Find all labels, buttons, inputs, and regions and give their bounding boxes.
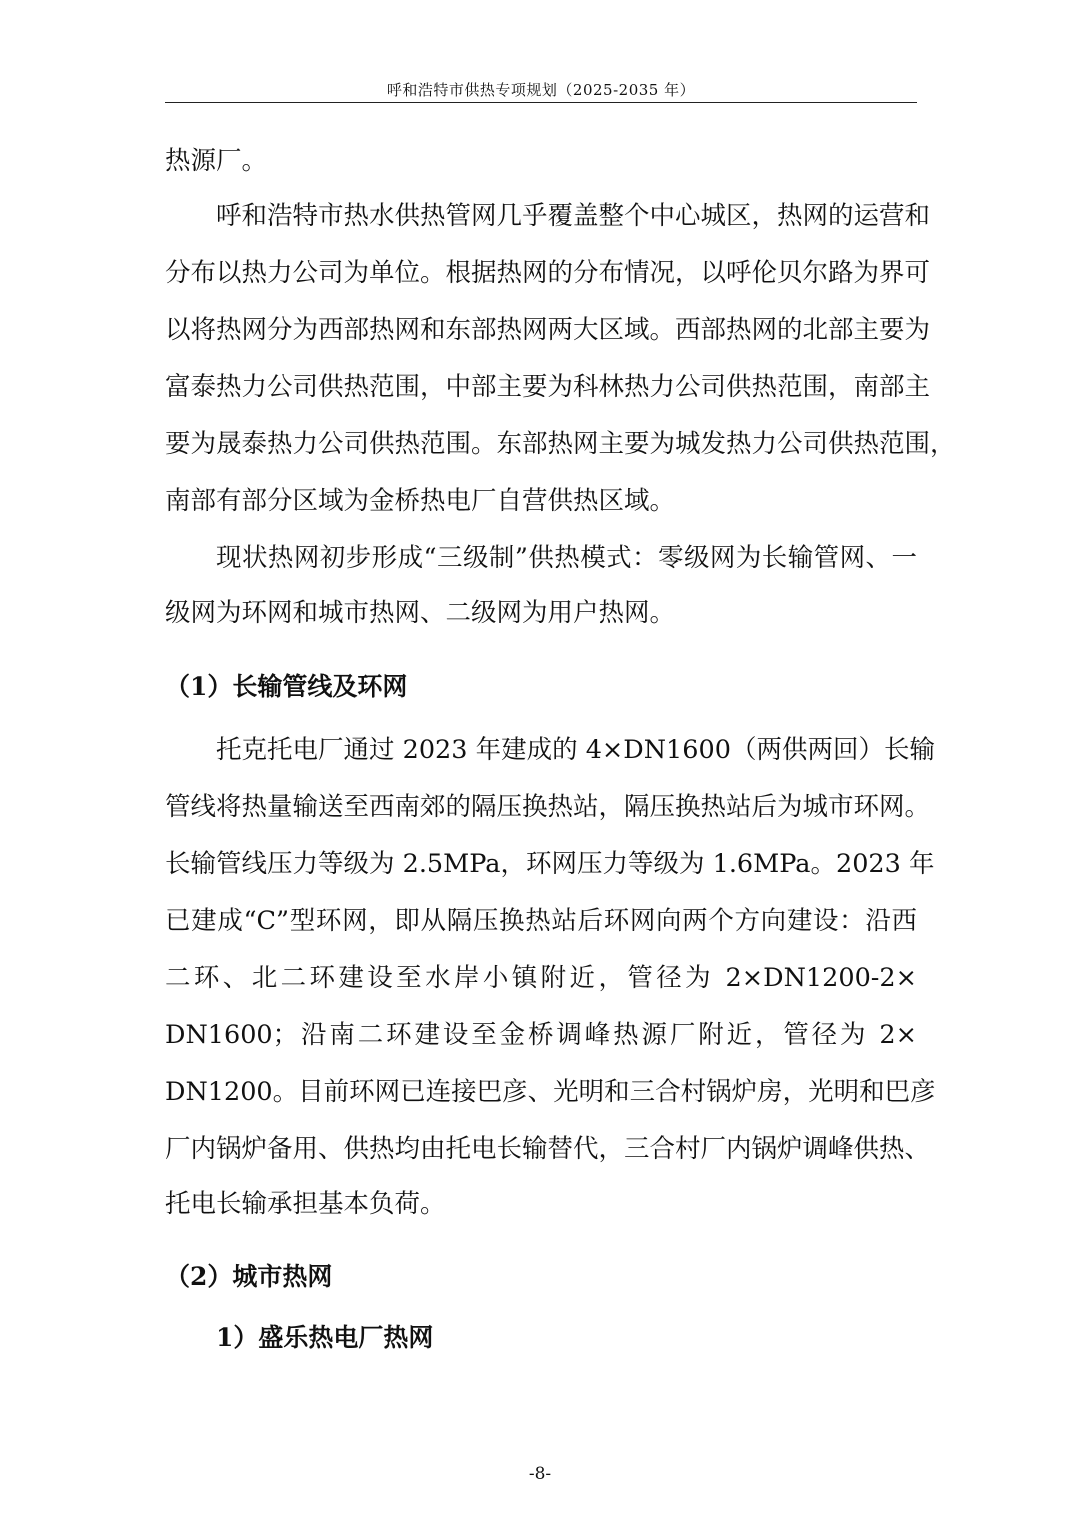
text-line: 要为晟泰热力公司供热范围。东部热网主要为城发热力公司供热范围， [165,429,956,459]
text-line: 富泰热力公司供热范围，中部主要为科林热力公司供热范围，南部主 [165,372,931,402]
running-header: 呼和浩特市供热专项规划（2025-2035 年） [386,81,696,99]
text-line: 托电长输承担基本负荷。 [165,1189,446,1219]
text-line: 级网为环网和城市热网、二级网为用户热网。 [165,598,676,628]
page-number: -8- [528,1464,552,1484]
text-line: 现状热网初步形成“三级制”供热模式：零级网为长输管网、一 [216,543,917,573]
text-line: DN1200。目前环网已连接巴彦、光明和三合村锅炉房，光明和巴彦 [165,1077,936,1107]
section-heading: （1）长输管线及环网 [165,672,408,701]
text-line: 二环、北二环建设至水岸小镇附近，管径为 2×DN1200-2× [165,963,917,993]
text-line: DN1600；沿南二环建设至金桥调峰热源厂附近，管径为 2× [165,1020,917,1050]
text-line: 管线将热量输送至西南郊的隔压换热站，隔压换热站后为城市环网。 [165,792,931,822]
header-rule [165,102,917,103]
text-line: 热源厂。 [165,146,268,176]
subsection-heading: 1）盛乐热电厂热网 [216,1323,434,1352]
text-line: 呼和浩特市热水供热管网几乎覆盖整个中心城区，热网的运营和 [216,201,931,231]
section-heading: （2）城市热网 [165,1262,333,1291]
text-line: 已建成“C”型环网，即从隔压换热站后环网向两个方向建设：沿西 [165,906,917,936]
text-line: 厂内锅炉备用、供热均由托电长输替代，三合村厂内锅炉调峰供热、 [165,1134,931,1164]
text-line: 以将热网分为西部热网和东部热网两大区域。西部热网的北部主要为 [165,315,931,345]
text-line: 托克托电厂通过 2023 年建成的 4×DN1600（两供两回）长输 [216,735,935,765]
text-line: 分布以热力公司为单位。根据热网的分布情况，以呼伦贝尔路为界可 [165,258,931,288]
text-line: 长输管线压力等级为 2.5MPa，环网压力等级为 1.6MPa。2023 年 [165,849,935,879]
text-line: 南部有部分区域为金桥热电厂自营供热区域。 [165,486,676,516]
